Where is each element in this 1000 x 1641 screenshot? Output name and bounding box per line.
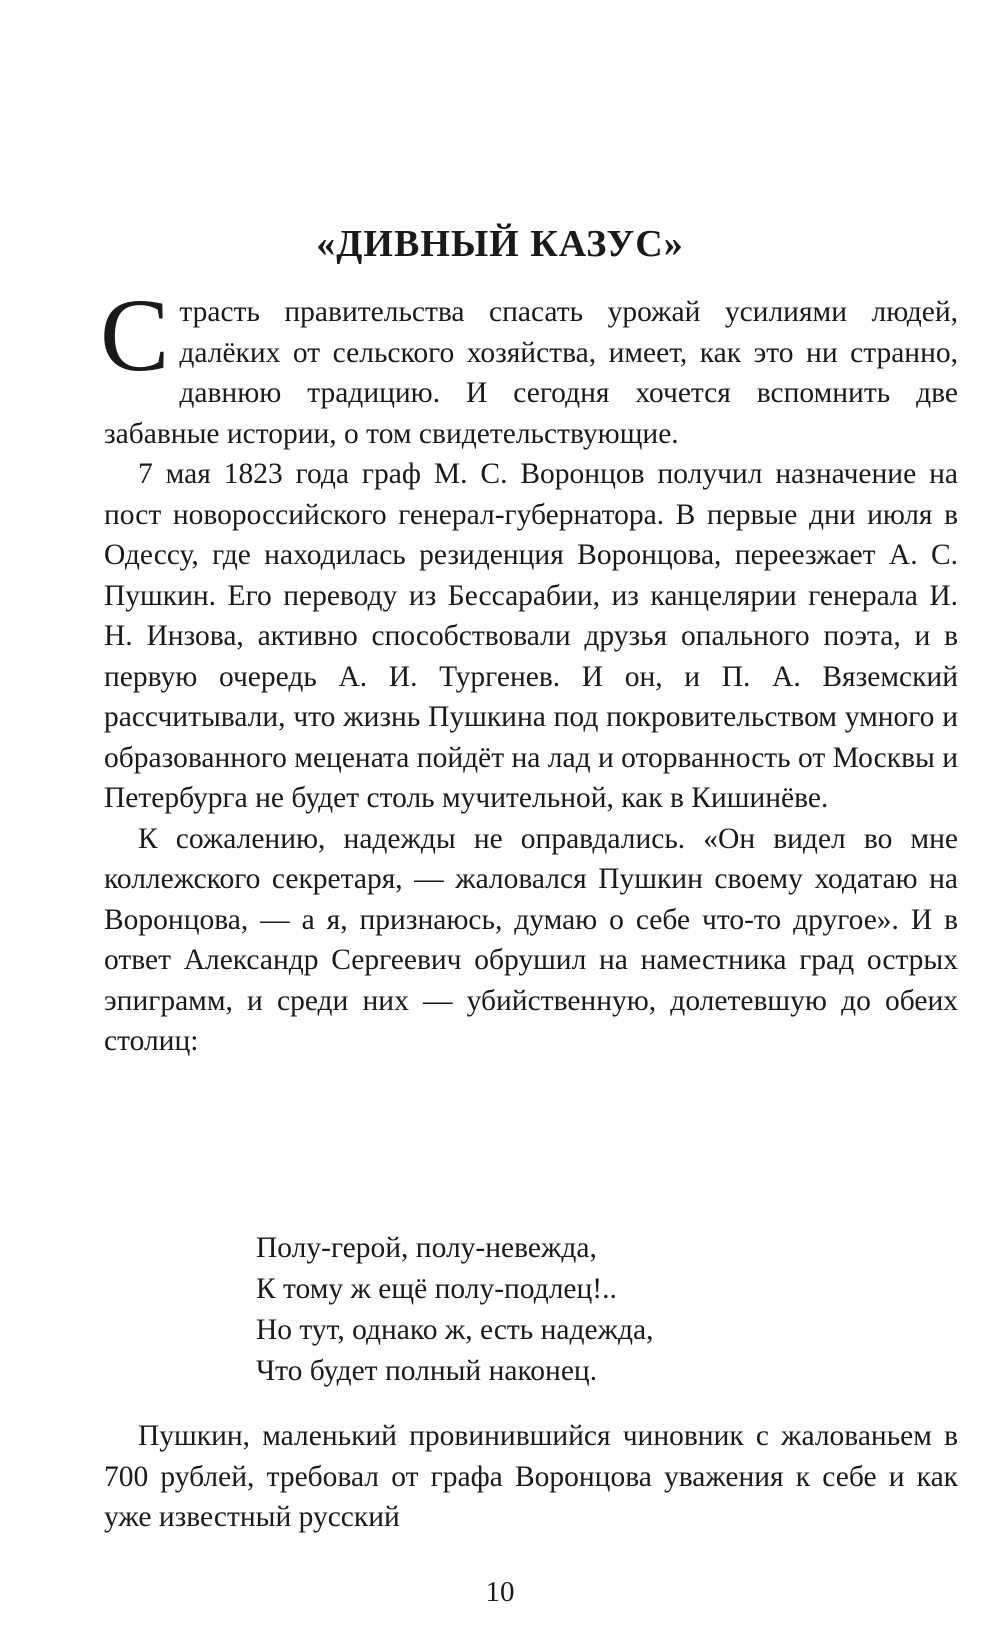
paragraph-4: Пушкин, маленький провинившийся чиновник с жалованьем в 700 рублей, требовал от графа Воронцова уважения к себе и как уже известный русский bbox=[104, 1420, 958, 1533]
drop-cap: С bbox=[100, 278, 170, 393]
continued-text bbox=[104, 1416, 958, 1538]
epigram-poem bbox=[256, 1228, 653, 1392]
paragraph-1 bbox=[100, 278, 958, 454]
poem-line-3: Но тут, однако ж, есть надежда, bbox=[256, 1314, 654, 1346]
chapter-title: «ДИВНЫЙ КАЗУС» bbox=[316, 223, 684, 265]
main-text bbox=[100, 278, 958, 1062]
paragraph-3: К сожалению, надежды не оправдались. «Он видел во мне коллежского секретаря, — жаловался Пушкин своему ходатаю на Воронцова, — а я, признаюсь, думаю о себе что-то другое». И в ответ Александр Сергеевич обрушил на наместника град острых эпиграмм, и среди них — убийственную, долетевшую до обеих столиц: bbox=[104, 822, 958, 1057]
paragraph-1-text: трасть правительства спасать урожай усилиями людей, далёких от сельского хозяйства, имеет, как это ни странно, давнюю традицию. И сегодня хочется вспомнить две забавные истории, о том свидетельствующие. bbox=[104, 296, 958, 450]
poem-line-4: Что будет полный наконец. bbox=[256, 1355, 598, 1387]
poem-line-1: Полу-герой, полу-невежда, bbox=[256, 1232, 597, 1264]
page-number: 10 bbox=[485, 1576, 515, 1608]
paragraph-2: 7 мая 1823 года граф М. С. Воронцов получил назначение на пост новороссийского генерал-губернатора. В первые дни июля в Одессу, где находилась резиденция Воронцова, переезжает А. С. Пушкин. Его переводу из Бессарабии, из канцелярии генерала И. Н. Инзова, активно способствовали друзья опального поэта, и в первую очередь А. И. Тургенев. И он, и П. А. Вяземский рассчитывали, что жизнь Пушкина под покровительством умного и образованного мецената пойдёт на лад и оторванность от Москвы и Петербурга не будет столь мучительной, как в Кишинёве. bbox=[104, 458, 958, 814]
poem-line-2: К тому ж ещё полу-подлец!.. bbox=[256, 1273, 617, 1305]
